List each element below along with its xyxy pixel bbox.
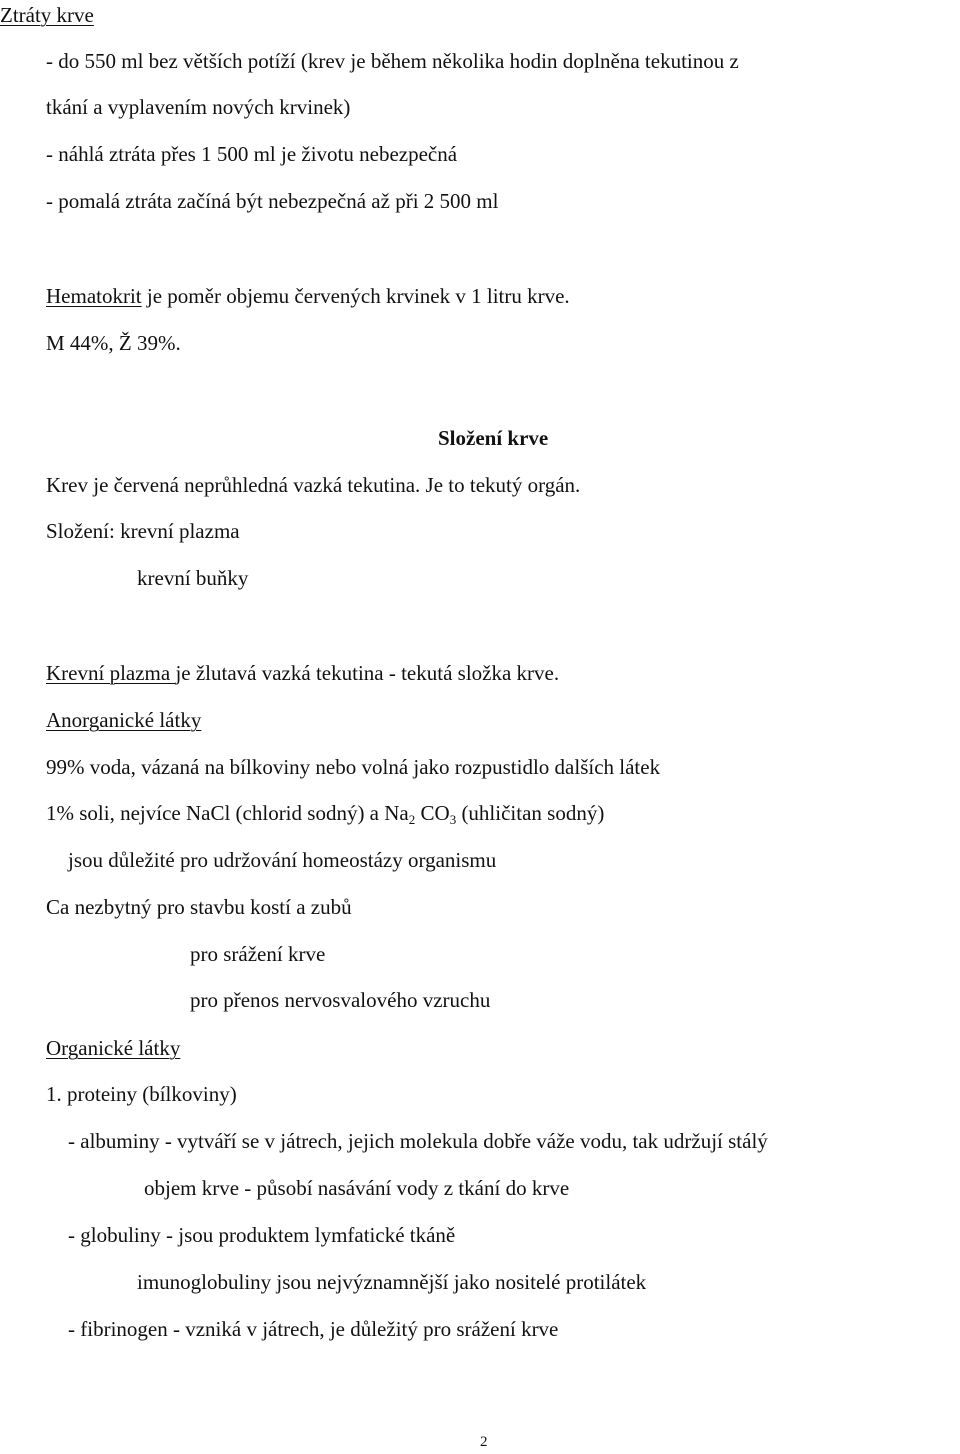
inorganic-salts [46,801,604,825]
organic-globulins: - globuliny - jsou produktem lymfatické tkáně [68,1223,456,1247]
salts-subscript-2: 3 [449,812,457,827]
inorganic-calcium: Ca nezbytný pro stavbu kostí a zubů [46,895,352,919]
section-heading-blood-loss: Ztráty krve [0,3,94,27]
organic-albumins: - albuminy - vytváří se v játrech, jejich molekula dobře váže vodu, tak udržují stálý [68,1129,768,1153]
hematocrit-term: Hematokrit [46,284,142,308]
blood-loss-line-4: - pomalá ztráta začíná být nebezpečná až při 2 500 ml [46,189,499,213]
composition-title: Složení krve [438,426,549,450]
organic-proteins: 1. proteiny (bílkoviny) [46,1082,237,1106]
composition-parts: Složení: krevní plazma [46,519,240,543]
blood-loss-line-1: - do 550 ml bez větších potíží (krev je během několika hodin doplněna tekutinou z [46,49,739,73]
plasma-term: Krevní plazma [46,661,176,685]
organic-heading: Organické látky [46,1036,181,1060]
organic-albumins-2: objem krve - působí nasávání vody z tkání do krve [144,1176,570,1200]
salts-subscript-1: 2 [408,812,416,827]
organic-globulins-2: imunoglobuliny jsou nejvýznamnější jako nositelé protilátek [137,1270,647,1294]
salts-text-3: (uhličitan sodný) [456,801,605,825]
inorganic-water: 99% voda, vázaná na bílkoviny nebo volná jako rozpustidlo dalších látek [46,755,661,779]
organic-fibrinogen: - fibrinogen - vzniká v játrech, je důležitý pro srážení krve [68,1317,559,1341]
composition-parts-second: krevní buňky [137,566,249,590]
blood-loss-line-3: - náhlá ztráta přes 1 500 ml je životu nebezpečná [46,142,458,166]
plasma-paragraph [46,661,559,685]
inorganic-homeostasis: jsou důležité pro udržování homeostázy organismu [68,848,497,872]
inorganic-calcium-3: pro přenos nervosvalového vzruchu [190,988,491,1012]
hematocrit-values: M 44%, Ž 39%. [46,331,181,355]
hematocrit-definition: je poměr objemu červených krvinek v 1 litru krve. [141,284,570,308]
inorganic-calcium-2: pro srážení krve [190,942,326,966]
inorganic-heading: Anorganické látky [46,708,202,732]
salts-text-2: CO [415,801,450,825]
page-number: 2 [480,1434,488,1450]
plasma-definition: je žlutavá vazká tekutina - tekutá složka krve. [175,661,560,685]
composition-intro: Krev je červená neprůhledná vazká tekutina. Je to tekutý orgán. [46,473,581,497]
blood-loss-line-2: tkání a vyplavením nových krvinek) [46,95,351,119]
salts-text-1: 1% soli, nejvíce NaCl (chlorid sodný) a Na [46,801,409,825]
hematocrit-paragraph [46,284,570,308]
